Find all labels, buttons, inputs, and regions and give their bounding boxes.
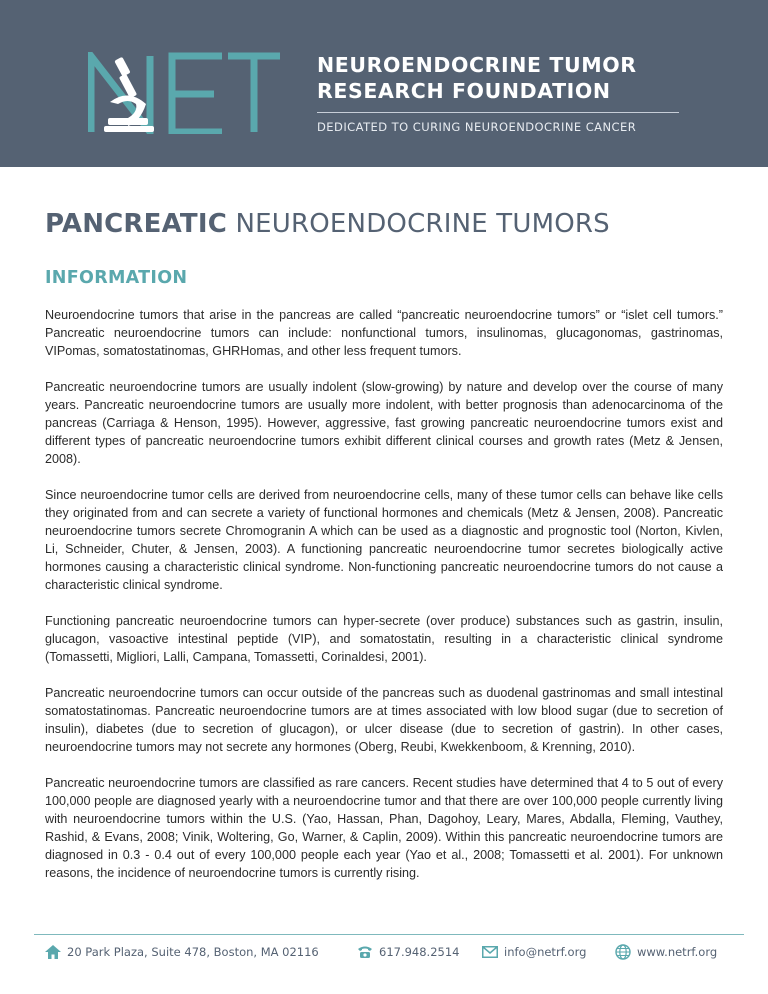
- org-tagline: DEDICATED TO CURING NEUROENDOCRINE CANCER: [317, 120, 637, 134]
- page-title-bold: PANCREATIC: [45, 209, 228, 239]
- globe-icon: [615, 944, 631, 960]
- footer-phone[interactable]: [357, 942, 459, 962]
- footer-email[interactable]: [482, 942, 586, 962]
- section-heading: INFORMATION: [45, 268, 188, 288]
- org-name-line2: RESEARCH FOUNDATION: [317, 79, 611, 103]
- org-name-line1: NEUROENDOCRINE TUMOR: [317, 53, 637, 77]
- footer-address-text: 20 Park Plaza, Suite 478, Boston, MA 02116: [67, 945, 319, 959]
- home-icon: [45, 945, 61, 959]
- footer-phone-text: 617.948.2514: [379, 945, 460, 959]
- org-divider: [317, 112, 679, 113]
- paragraph: Pancreatic neuroendocrine tumors can occur outside of the pancreas such as duodenal gastrinomas and small intestinal somatostatinomas. Pancreatic neuroendocrine tumors are at times associated with low blood sugar (due to secretion of insulin), diabetes (due to secretion of glucagon), or ulcer disease (due to secretion of gastrin). In other cases, neuroendocrine tumors may not secrete any hormones (Oberg, Reubi, Kwekkenboom, & Krenning, 2010).: [45, 686, 723, 754]
- paragraph: Pancreatic neuroendocrine tumors are usually indolent (slow-growing) by nature and develop over the course of many years. Pancreatic neuroendocrine tumors are usually more indolent, with better prognosis than adenocarcinoma of the pancreas (Carriaga & Henson, 1995). However, aggressive, fast growing pancreatic neuroendocrine tumors exist and different types of pancreatic neuroendocrine tumors exhibit different clinical courses and growth rates (Metz & Jensen, 2008).: [45, 380, 723, 466]
- paragraph: Functioning pancreatic neuroendocrine tumors can hyper-secrete (over produce) substances such as gastrin, insulin, glucagon, vasoactive intestinal peptide (VIP), and somatostatin, resulting in a characteristic clinical syndrome (Tomassetti, Migliori, Lalli, Campana, Tomassetti, Corinaldesi, 2001).: [45, 614, 723, 664]
- paragraph: Since neuroendocrine tumor cells are derived from neuroendocrine cells, many of these tumor cells can behave like cells they originated from and can secrete a variety of functional hormones and chemicals (Metz & Jensen, 2008). Pancreatic neuroendocrine tumors secrete Chromogranin A which can be used as a diagnostic and prognostic tool (Norton, Kivlen, Li, Schneider, Chuter, & Jensen, 2003). A functioning pancreatic neuroendocrine tumor secretes biologically active hormones causing a characteristic clinical syndrome. Non-functioning pancreatic neuroendocrine tumors do not cause a characteristic clinical syndrome.: [45, 488, 723, 592]
- page-title-rest: NEUROENDOCRINE TUMORS: [227, 209, 610, 239]
- header-banner: [0, 0, 768, 167]
- footer-email-text: info@netrf.org: [504, 945, 587, 959]
- mail-icon: [482, 946, 498, 958]
- footer: [0, 942, 768, 962]
- paragraph: Neuroendocrine tumors that arise in the pancreas are called “pancreatic neuroendocrine tumors” or “islet cell tumors.” Pancreatic neuroendocrine tumors can include: nonfunctional tumors, insulinomas, glucagonomas, gastrinomas, VIPomas, somatostatinomas, GHRHomas, and other less frequent tumors.: [45, 308, 723, 358]
- footer-divider: [34, 934, 744, 935]
- footer-address: [45, 942, 319, 962]
- logo-text: NET: [88, 52, 90, 53]
- article-body: [45, 306, 723, 900]
- paragraph: Pancreatic neuroendocrine tumors are classified as rare cancers. Recent studies have determined that 4 to 5 out of every 100,000 people are diagnosed yearly with a neuroendocrine tumor and that there are over 100,000 people currently living with neuroendocrine tumors within the U.S. (Yao, Hassan, Phan, Dagohoy, Leary, Mares, Abdalla, Fleming, Vauthey, Rashid, & Evans, 2008; Vinik, Woltering, Go, Warner, & Caplin, 2009). Within this pancreatic neuroendocrine tumors are diagnosed in 0.3 - 0.4 out of every 100,000 people each year (Yao et al., 2008; Tomassetti et al. 2001). For unknown reasons, the incidence of neuroendocrine tumors is currently rising.: [45, 776, 723, 880]
- footer-website[interactable]: [615, 942, 717, 962]
- net-logo: [88, 52, 280, 134]
- page-title: [45, 209, 610, 239]
- phone-icon: [357, 945, 373, 959]
- footer-website-text: www.netrf.org: [637, 945, 718, 959]
- org-name-block: [317, 52, 697, 134]
